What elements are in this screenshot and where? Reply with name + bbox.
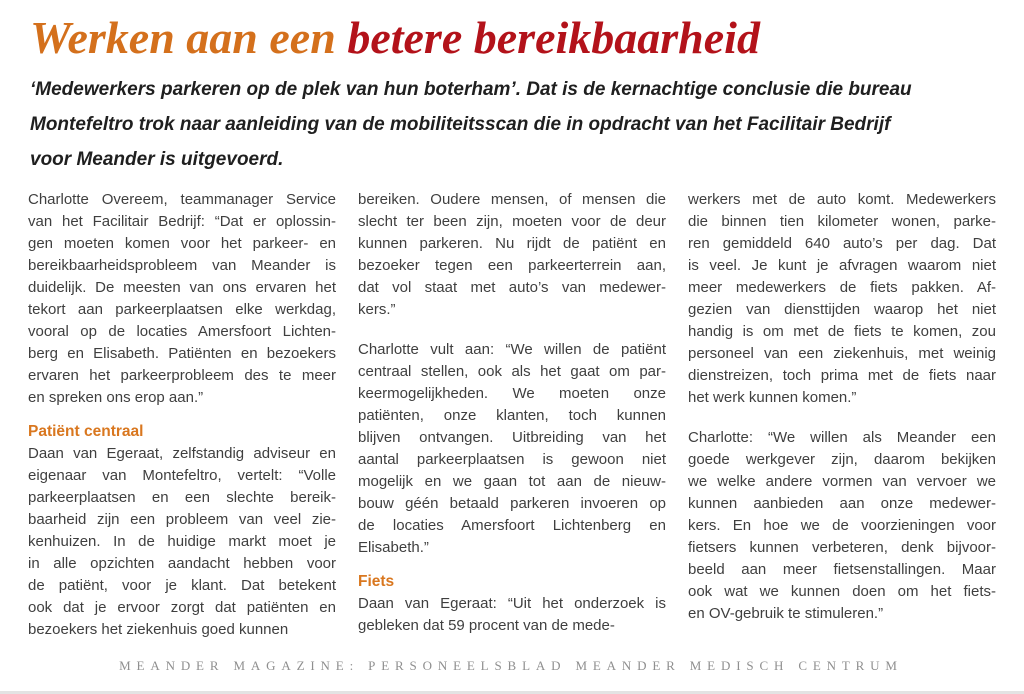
- paragraph: [28, 443, 336, 641]
- text-line: gen moeten komen voor het parkeer- en: [28, 234, 336, 252]
- article-title: [30, 12, 994, 64]
- intro-line: voor Meander is uitgevoerd.: [30, 148, 284, 170]
- text-line: slecht ter been zijn, moeten voor de deur: [358, 212, 666, 230]
- text-line: ren gemiddeld 640 auto’s per dag. Dat: [688, 234, 996, 252]
- text-line: baarheid zijn een probleem van veel zie-: [28, 510, 336, 528]
- text-line: personeel van een ziekenhuis, met weinig: [688, 344, 996, 362]
- paragraph: [358, 189, 666, 321]
- text-line: dat vol staat met auto’s van medewer-: [358, 278, 666, 296]
- text-line: keermogelijkheden. We moeten onze: [358, 384, 666, 402]
- text-line: de patiënt, voor je klant. Dat betekent: [28, 576, 336, 594]
- paragraph: [358, 339, 666, 559]
- article-body-columns: [28, 189, 994, 641]
- text-line: bouw géén betaald parkeren invoeren op: [358, 494, 666, 512]
- text-line: Charlotte: “We willen als Meander een: [688, 428, 996, 446]
- paragraph: [28, 189, 336, 409]
- article-intro: [30, 72, 994, 177]
- text-line: ook wat we kunnen doen om het fiets-: [688, 582, 996, 600]
- intro-line: ‘Medewerkers parkeren op de plek van hun boterham’. Dat is de kernachtige conclusie die bureau: [30, 78, 912, 100]
- text-line: Elisabeth.”: [358, 538, 429, 556]
- text-line: kunnen aanbieden aan onze medewer-: [688, 494, 996, 512]
- text-line: handig is om met de fiets te komen, zou: [688, 322, 996, 340]
- article-title-orange-part: Werken aan een: [30, 12, 348, 63]
- text-line: duidelijk. De meesten van ons ervaren het: [28, 278, 336, 296]
- text-line: Charlotte vult aan: “We willen de patiënt: [358, 340, 666, 358]
- text-line: bezoekers het ziekenhuis goed kunnen: [28, 620, 289, 638]
- text-line: tekort aan parkeerplaatsen elke werkdag,: [28, 300, 336, 318]
- text-column-2: [358, 189, 666, 641]
- text-line: kers.”: [358, 300, 396, 318]
- section-subheading: Patiënt centraal: [28, 422, 144, 440]
- text-line: kunnen parkeren. Nu rijdt de patiënt en: [358, 234, 666, 252]
- section-subheading: Fiets: [358, 572, 395, 590]
- text-line: we welke andere vormen van vervoer we: [688, 472, 996, 490]
- text-line: in alle opzichten aandacht hebben voor: [28, 554, 336, 572]
- text-line: kers. En hoe we de voorzieningen voor: [688, 516, 996, 534]
- text-line: gezien van diensttijden waarop het niet: [688, 300, 996, 318]
- text-line: goede werkgever zijn, daarom bekijken: [688, 450, 996, 468]
- paragraph: [358, 593, 666, 637]
- text-line: het werk kunnen komen.”: [688, 388, 857, 406]
- article-title-red-part: betere bereikbaarheid: [347, 12, 760, 63]
- footer-magazine-title: MEANDER MAGAZINE: PERSONEELSBLAD MEANDER MEDISCH CENTRUM: [119, 658, 903, 673]
- text-line: Charlotte Overeem, teammanager Service: [28, 190, 336, 208]
- text-line: Daan van Egeraat, zelfstandig adviseur en: [28, 444, 336, 462]
- text-line: werkers met de auto komt. Medewerkers: [688, 190, 996, 208]
- text-line: ervaren het parkeerprobleem des te meer: [28, 366, 336, 384]
- text-line: en spreken ons erop aan.”: [28, 388, 204, 406]
- text-line: beeld aan meer fietsenstallingen. Maar: [688, 560, 996, 578]
- text-line: bereiken. Oudere mensen, of mensen die: [358, 190, 666, 208]
- intro-line: Montefeltro trok naar aanleiding van de mobiliteitsscan die in opdracht van het Facilitair Bedrijf: [30, 113, 891, 135]
- text-line: meer medewerkers de fiets pakken. Af-: [688, 278, 996, 296]
- text-line: van het Facilitair Bedrijf: “Dat er oplossin-: [28, 212, 336, 230]
- text-column-1: [28, 189, 336, 641]
- text-line: ook dat je ervoor zorgt dat patiënten en: [28, 598, 336, 616]
- text-line: die binnen tien kilometer wonen, parke-: [688, 212, 996, 230]
- text-line: kenhuizen. In de huidige markt moet je: [28, 532, 336, 550]
- text-line: bezoeker tegen een parkeerterrein aan,: [358, 256, 666, 274]
- text-line: fietsers kunnen verbeteren, denk bijvoor-: [688, 538, 996, 556]
- text-line: dienstreizen, toch prima met de fiets naar: [688, 366, 996, 384]
- text-line: blijven ontvangen. Uitbreiding van het: [358, 428, 666, 446]
- text-line: vooral op de locaties Amersfoort Lichten-: [28, 322, 336, 340]
- text-line: mogelijk en we gaan tot aan de nieuw-: [358, 472, 666, 490]
- text-line: gebleken dat 59 procent van de mede-: [358, 616, 615, 634]
- text-line: aantal parkeerplaatsen is gewoon niet: [358, 450, 666, 468]
- text-line: patiënten, onze klanten, toch kunnen: [358, 406, 666, 424]
- text-line: bereikbaarheidsprobleem van Meander is: [28, 256, 336, 274]
- page-footer: [28, 657, 994, 691]
- text-line: en OV-gebruik te stimuleren.”: [688, 604, 884, 622]
- text-line: berg en Elisabeth. Patiënten en bezoekers: [28, 344, 336, 362]
- text-line: is veel. Je kunt je afvragen waarom niet: [688, 256, 996, 274]
- text-line: parkeerplaatsen en een slechte bereik-: [28, 488, 336, 506]
- text-line: centraal stellen, ook als het gaat om par-: [358, 362, 666, 380]
- paragraph: [688, 189, 996, 409]
- paragraph: [688, 427, 996, 625]
- text-line: de locaties Amersfoort Lichtenberg en: [358, 516, 666, 534]
- text-line: Daan van Egeraat: “Uit het onderzoek is: [358, 594, 666, 612]
- text-column-3: [688, 189, 996, 641]
- text-line: eigenaar van Montefeltro, vertelt: “Volle: [28, 466, 336, 484]
